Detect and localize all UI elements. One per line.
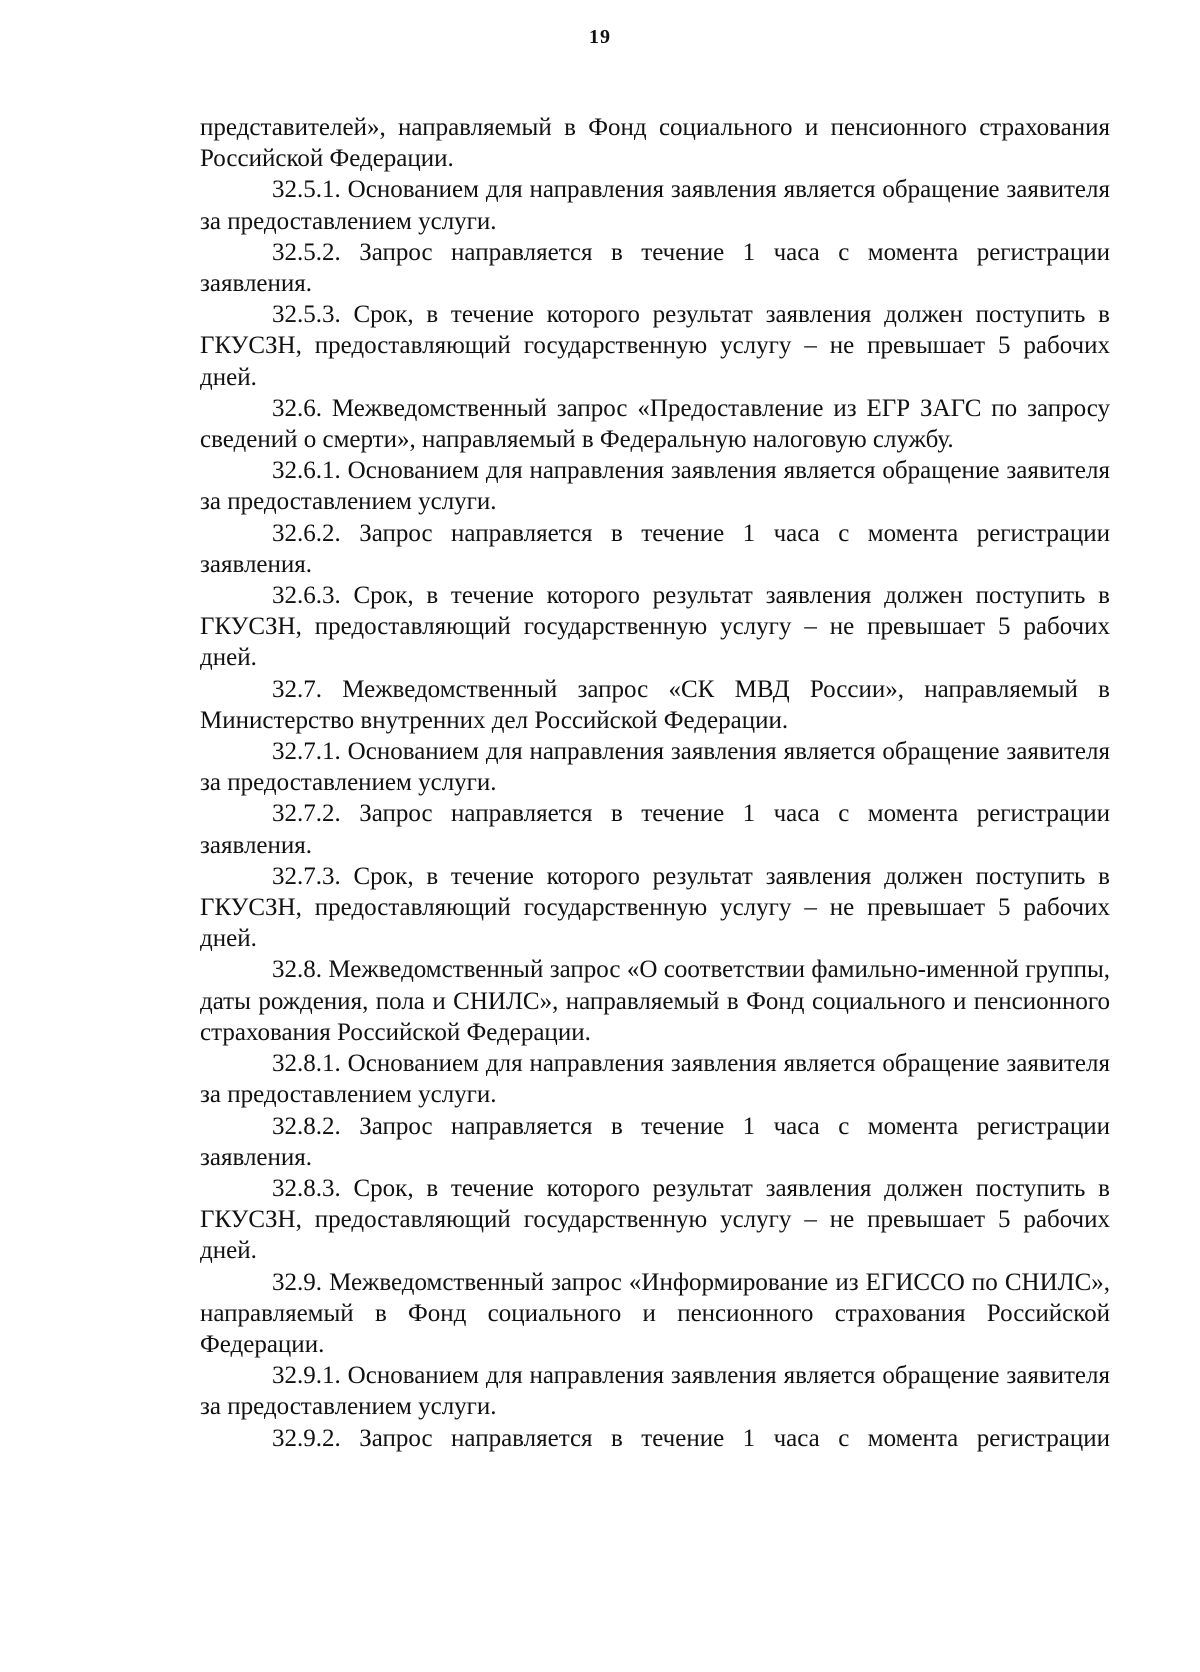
paragraph: 32.6.3. Срок, в течение которого результат заявления должен поступить в ГКУСЗН, предоставляющий государственную услугу – не превышает 5 рабочих дней. [200,582,1110,672]
paragraph: 32.5.2. Запрос направляется в течение 1 часа с момента регистрации заявления. [200,238,1110,298]
document-body [200,112,1110,1454]
paragraph: 32.6.1. Основанием для направления заявления является обращение заявителя за предоставлением услуги. [200,457,1110,516]
paragraph: 32.8.3. Срок, в течение которого результат заявления должен поступить в ГКУСЗН, предоставляющий государственную услугу – не превышает 5 рабочих дней. [200,1174,1110,1265]
paragraph: 32.8.2. Запрос направляется в течение 1 часа с момента регистрации заявления. [200,1112,1110,1171]
paragraph: 32.5.3. Срок, в течение которого результат заявления должен поступить в ГКУСЗН, предоставляющий государственную услугу – не превышает 5 рабочих дней. [200,301,1110,391]
paragraph: 32.9.2. Запрос направляется в течение 1 часа с момента регистрации [272,1424,1110,1452]
paragraph: 32.8.1. Основанием для направления заявления является обращение заявителя за предоставлением услуги. [200,1050,1110,1109]
paragraph: 32.6. Межведомственный запрос «Предоставление из ЕГР ЗАГС по запросу сведений о смерти», направляемый в Федеральную налоговую службу. [200,394,1110,454]
page-number: 19 [589,26,611,48]
paragraph: 32.7.1. Основанием для направления заявления является обращение заявителя за предоставлением услуги. [200,738,1110,797]
paragraph: 32.7.3. Срок, в течение которого результат заявления должен поступить в ГКУСЗН, предоставляющий государственную услугу – не превышает 5 рабочих дней. [200,862,1110,953]
paragraph: 32.8. Межведомственный запрос «О соответствии фамильно-именной группы, даты рождения, пола и СНИЛС», направляемый в Фонд социального и пенсионного страхования Российской Федерации. [200,956,1110,1046]
paragraph: 32.7.2. Запрос направляется в течение 1 часа с момента регистрации заявления. [200,800,1110,859]
paragraph: 32.9.1. Основанием для направления заявления является обращение заявителя за предоставлением услуги. [200,1362,1110,1421]
paragraph: представителей», направляемый в Фонд социального и пенсионного страхования Российской Федерации. [200,114,1110,173]
paragraph: 32.6.2. Запрос направляется в течение 1 часа с момента регистрации заявления. [200,519,1110,578]
paragraph: 32.9. Межведомственный запрос «Информирование из ЕГИССО по СНИЛС», направляемый в Фонд социального и пенсионного страхования Российской Федерации. [200,1268,1110,1358]
paragraph: 32.5.1. Основанием для направления заявления является обращение заявителя за предоставлением услуги. [200,176,1110,235]
paragraph: 32.7. Межведомственный запрос «СК МВД России», направляемый в Министерство внутренних дел Российской Федерации. [200,675,1110,734]
